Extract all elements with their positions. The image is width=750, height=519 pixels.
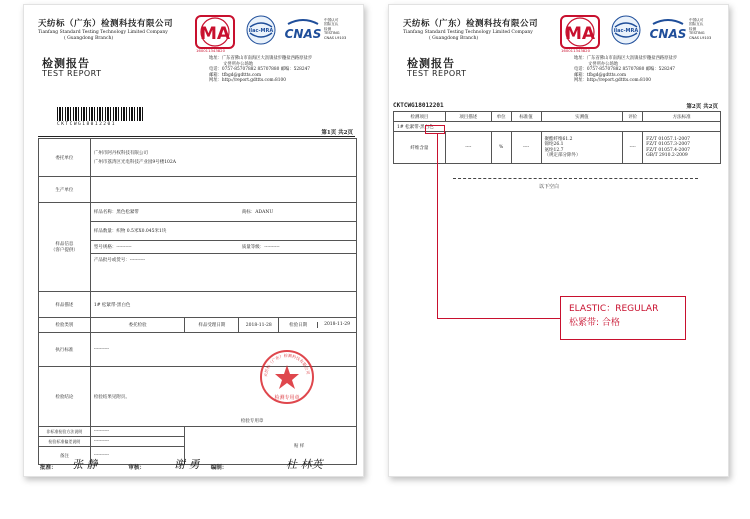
cma-logo bbox=[560, 15, 600, 49]
svg-text:ilac-MRA: ilac-MRA bbox=[613, 28, 639, 34]
compiler-signature: 杜 林英 bbox=[286, 458, 323, 471]
col-header: 标准值 bbox=[511, 112, 541, 122]
nonstandard-label: 非标准检验方法说明 bbox=[39, 427, 91, 437]
cma-number: 160011343820 bbox=[196, 48, 225, 53]
approver-signature: 张 静 bbox=[72, 458, 98, 471]
result-item-desc: ---- bbox=[445, 132, 491, 164]
page-indicator: 第1页 共2页 bbox=[321, 130, 353, 136]
remark-label: 备注 bbox=[39, 447, 91, 465]
highlight-sample-label bbox=[425, 125, 445, 134]
sample-attach-note: 贴 样 bbox=[185, 427, 357, 465]
standard-label: 执行标准 bbox=[39, 333, 91, 367]
company-name-en: Tianfang Standard Testing Technology Limited Company bbox=[38, 30, 168, 35]
trademark: 商标：ADANU bbox=[239, 203, 357, 222]
signature-row: 批准： 审核： 编制： bbox=[40, 465, 228, 471]
svg-text:天纺标（广东）检测科技有限公司: 天纺标（广东）检测科技有限公司 bbox=[262, 352, 311, 378]
producer-label: 生产单位 bbox=[39, 177, 91, 203]
inspect-date-label: 检验日期 bbox=[279, 322, 318, 328]
result-methods: FZ/T 01057.1-2007 FZ/T 01057.3-2007 FZ/T 01057.4-2007 GB/T 2910.2-2009 bbox=[643, 132, 721, 164]
callout-leader-vertical bbox=[437, 134, 438, 319]
col-header: 项目描述 bbox=[445, 112, 491, 122]
report-page-2 bbox=[388, 4, 729, 477]
client-address: 广州市荔湾区光电科技产业园9号楼102A bbox=[93, 159, 177, 165]
ilac-mra-logo bbox=[611, 15, 641, 45]
report-number: CKTCWG18012201 bbox=[393, 102, 444, 109]
inspect-type-label: 检验类别 bbox=[39, 318, 91, 333]
report-info-table: 委托单位 广州市阿丹权科技有限公司 广州市荔湾区光电科技产业园9号楼102A 生产单位 样品信息 （客户提供） 样品名称：黑色松紧带 商标：ADANU 样品数量：织物 0.5米X0.045米1块 型号规格：---------- 质量等级：---------- 产品批号或货号：---------- 样品描述 1# 松紧带-黑白色 检验类别 委托检验 样品受理日期 2018-11-28 检验日期 2018-11-29 执行标准 ---------- 检验结论 检验结果见附页。 检验专用章 非标准检验方法说明 ---------- 贴 样 检验标准偏差说明 ---------- 备注 ---------- bbox=[38, 138, 357, 465]
contact-address: 地址：广东省佛山市南海区大沥镇盐步穗盐西路原盐步 文誉所办公场地 电话：0757-85707882 85707880 邮编：528247 邮箱：tfbgd@gdttts.com 网址：http://report.gdttts.com:8100 bbox=[574, 56, 678, 84]
batch-number: ---------- bbox=[129, 258, 146, 263]
company-name-cn: 天纺标（广东）检测科技有限公司 bbox=[38, 19, 174, 29]
callout-leader-horizontal bbox=[437, 318, 560, 319]
inspect-type: 委托检验 bbox=[90, 318, 185, 333]
col-header: 方法标准 bbox=[643, 112, 721, 122]
nonstandard-value: ---------- bbox=[90, 427, 185, 437]
end-divider bbox=[453, 178, 698, 179]
cma-logo bbox=[195, 15, 235, 49]
svg-text:ilac-MRA: ilac-MRA bbox=[248, 28, 274, 34]
company-branch-en: ( Guangdong Branch) bbox=[64, 36, 114, 41]
conclusion-label: 检验结论 bbox=[39, 367, 91, 427]
company-branch-en: ( Guangdong Branch) bbox=[429, 36, 479, 41]
ilac-mra-logo bbox=[246, 15, 276, 45]
result-evaluation: ---- bbox=[623, 132, 643, 164]
svg-text:CNAS: CNAS bbox=[649, 27, 687, 41]
svg-text:检测专用章: 检测专用章 bbox=[274, 395, 300, 401]
client-name: 广州市阿丹权科技有限公司 bbox=[93, 150, 148, 156]
contact-address: 地址：广东省佛山市南海区大沥镇盐步穗盐西路原盐步 文誉所办公场地 电话：0757-85707882 85707880 邮编：528247 邮箱：tfbgd@gdttts.com 网址：http://report.gdttts.com:8100 bbox=[209, 56, 313, 84]
sample-info-label: 样品信息 （客户提供） bbox=[39, 203, 91, 292]
deviation-label: 检验标准偏差说明 bbox=[39, 437, 91, 447]
report-title-cn: 检测报告 bbox=[407, 57, 455, 70]
receive-date: 2018-11-28 bbox=[239, 318, 279, 333]
cnas-caption: 中国认可 国际互认 检测 TESTING CNAS L9103 bbox=[324, 18, 347, 40]
sample-name: 黑色松紧带 bbox=[116, 210, 139, 215]
svg-text:MA: MA bbox=[564, 24, 596, 44]
result-unit: % bbox=[491, 132, 511, 164]
svg-text:CNAS: CNAS bbox=[284, 27, 322, 41]
reviewer-signature: 谢 勇 bbox=[174, 458, 200, 471]
col-header: 评价 bbox=[623, 112, 643, 122]
report-title-en: TEST REPORT bbox=[407, 69, 467, 78]
company-name-cn: 天纺标（广东）检测科技有限公司 bbox=[403, 19, 539, 29]
company-name-en: Tianfang Standard Testing Technology Limited Company bbox=[403, 30, 533, 35]
result-callout: ELASTIC：REGULAR 松紧带: 合格 bbox=[560, 296, 686, 340]
conclusion-text: 检验结果见附页。 bbox=[93, 394, 130, 400]
end-of-results: 以下空白 bbox=[539, 184, 560, 190]
model-spec: ---------- bbox=[116, 245, 132, 250]
sample-row: 1# 松紧带-黑白色 bbox=[394, 122, 721, 132]
description-label: 样品描述 bbox=[39, 292, 91, 318]
cnas-caption: 中国认可 国际互认 检测 TESTING CNAS L9103 bbox=[689, 18, 712, 40]
inspection-seal bbox=[259, 349, 315, 405]
col-header: 检测项目 bbox=[394, 112, 446, 122]
report-page-1 bbox=[23, 4, 364, 477]
standard-value: ---------- bbox=[90, 333, 356, 367]
sample-quantity: 织物 0.5米X0.045米1块 bbox=[116, 229, 167, 234]
report-barcode bbox=[57, 107, 145, 121]
col-header: 实测值 bbox=[541, 112, 623, 122]
svg-text:MA: MA bbox=[199, 24, 231, 44]
sample-description: 1# 松紧带-黑白色 bbox=[90, 292, 356, 318]
cma-number: 160011343820 bbox=[561, 48, 590, 53]
result-measured: 聚酯纤维61.2 锦纶26.1 氨纶12.7 （规定部分除外） bbox=[541, 132, 623, 164]
cnas-logo bbox=[649, 18, 687, 44]
receive-date-label: 样品受理日期 bbox=[185, 318, 239, 333]
inspect-date: 2018-11-29 bbox=[324, 322, 351, 327]
client-label: 委托单位 bbox=[39, 139, 91, 177]
report-title-cn: 检测报告 bbox=[42, 57, 90, 70]
col-header: 单位 bbox=[491, 112, 511, 122]
result-item: 纤维含量 bbox=[394, 132, 446, 164]
seal-caption: 检验专用章 bbox=[240, 419, 264, 424]
page-indicator: 第2页 共2页 bbox=[686, 104, 718, 110]
result-standard: ---- bbox=[511, 132, 541, 164]
divider bbox=[38, 136, 355, 137]
cnas-logo bbox=[284, 18, 322, 44]
report-number: CKTCWG18012201 bbox=[57, 122, 116, 127]
results-table bbox=[393, 111, 721, 164]
remark-value: ---------- bbox=[90, 447, 185, 465]
report-title-en: TEST REPORT bbox=[42, 69, 102, 78]
quality-grade: ---------- bbox=[264, 245, 280, 250]
deviation-value: ---------- bbox=[90, 437, 185, 447]
